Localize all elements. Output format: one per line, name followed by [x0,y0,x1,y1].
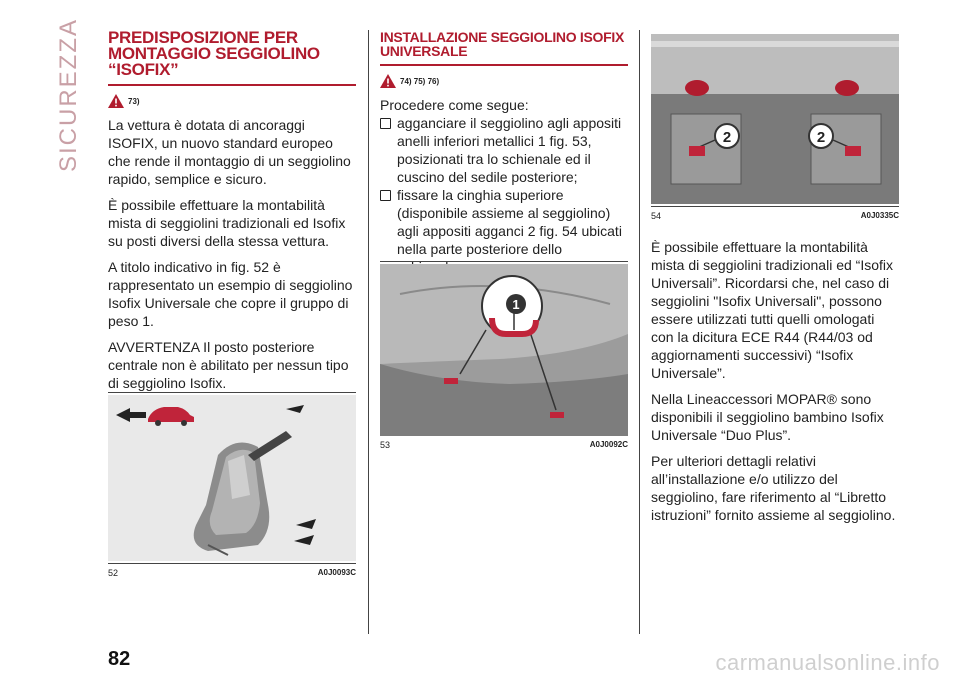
figure-code: A0J0093C [317,568,356,577]
heading-line: INSTALLAZIONE SEGGIOLINO ISOFIX [380,29,625,45]
watermark: carmanualsonline.info [715,650,940,675]
figure-53 [380,261,628,450]
bullet-text: agganciare il seggiolino agli appositi anelli inferiori metallici 1 fig. 53, posizionati tra lo schienale ed il cuscino del sedile posteriore; [397,115,622,185]
figure-code: A0J0335C [860,211,899,220]
warning-reference [108,94,356,108]
heading-rule [380,64,628,66]
body-paragraph: A titolo indicativo in fig. 52 è rappresentato un esempio di seggiolino Isofix Universale che copre il gruppo di peso 1. [108,259,353,329]
intro-text: Procedere come segue: [380,97,529,113]
child-seat-illustration [108,395,356,561]
section-label-text: SICUREZZA [55,17,82,173]
section-label [54,17,84,173]
callout-number: 1 [512,297,520,312]
checkbox-bullet-icon [380,190,391,201]
figure-code: A0J0092C [589,440,628,449]
figure-number: 52 [108,568,119,578]
top-tether-anchor-photo [651,34,899,204]
heading-line: MONTAGGIO SEGGIOLINO [108,44,320,63]
heading-line: “ISOFIX” [108,60,179,79]
warning-triangle-icon [108,94,124,108]
warning-ref-text: 74) 75) 76) [400,76,440,86]
body-paragraph: AVVERTENZA Il posto posteriore centrale non è abilitato per nessun tipo di seggiolino Isofix. [108,339,349,391]
figure-52 [108,392,356,578]
body-paragraph: È possibile effettuare la montabilità mista di seggiolini tradizionali ed Isofix su posti diversi della stessa vettura. [108,197,346,249]
callout-number: 2 [722,129,732,146]
heading-line: PREDISPOSIZIONE PER [108,28,298,47]
warning-ref-text: 73) [128,96,140,106]
checkbox-bullet-icon [380,118,391,129]
warning-triangle-icon [380,74,396,88]
figure-number: 53 [380,440,391,450]
section-heading [380,30,628,58]
callout-number: 2 [816,129,826,146]
seat-anchor-photo [380,264,628,436]
heading-rule [108,84,356,86]
column-divider [639,30,640,634]
column-isofix-installation [380,30,628,276]
heading-line: UNIVERSALE [380,43,468,59]
page-number: 82 [108,648,131,670]
figure-caption [108,568,356,578]
warning-reference [380,74,628,88]
body-paragraph: La vettura è dotata di ancoraggi ISOFIX, un nuovo standard europeo che rende il montaggio di un seggiolino rapido, semplice e sicuro. [108,117,351,187]
column-mixed-compatibility [651,238,899,532]
body-paragraph: Nella Lineaccessori MOPAR® sono disponibili il seggiolino bambino Isofix Universale “Duo Plus”. [651,391,884,443]
body-paragraph: Per ulteriori dettagli relativi all’installazione e/o utilizzo del seggiolino, fare riferimento al “Libretto istruzioni” fornito assieme al seggiolino. [651,453,896,523]
instruction-bullet [380,114,628,186]
column-divider [368,30,369,634]
figure-number: 54 [651,211,662,221]
figure-caption [651,211,899,221]
body-paragraph: È possibile effettuare la montabilità mista di seggiolini tradizionali ed “Isofix Universali”. Ricordarsi che, nel caso di seggiolini "Isofix Universali", possono essere utilizzati tutti quelli omologati con la dicitura ECE R44 (R44/03 od aggiornamenti successivi) “Isofix Universale”. [651,239,893,381]
section-heading [108,30,356,78]
bullet-text: fissare la cinghia superiore (disponibile assieme al seggiolino) agli appositi agganci 2 fig. 54 ubicati nella parte posteriore dello [397,187,622,257]
figure-54 [651,34,899,221]
figure-caption [380,440,628,450]
column-isofix-predisposition [108,30,356,400]
